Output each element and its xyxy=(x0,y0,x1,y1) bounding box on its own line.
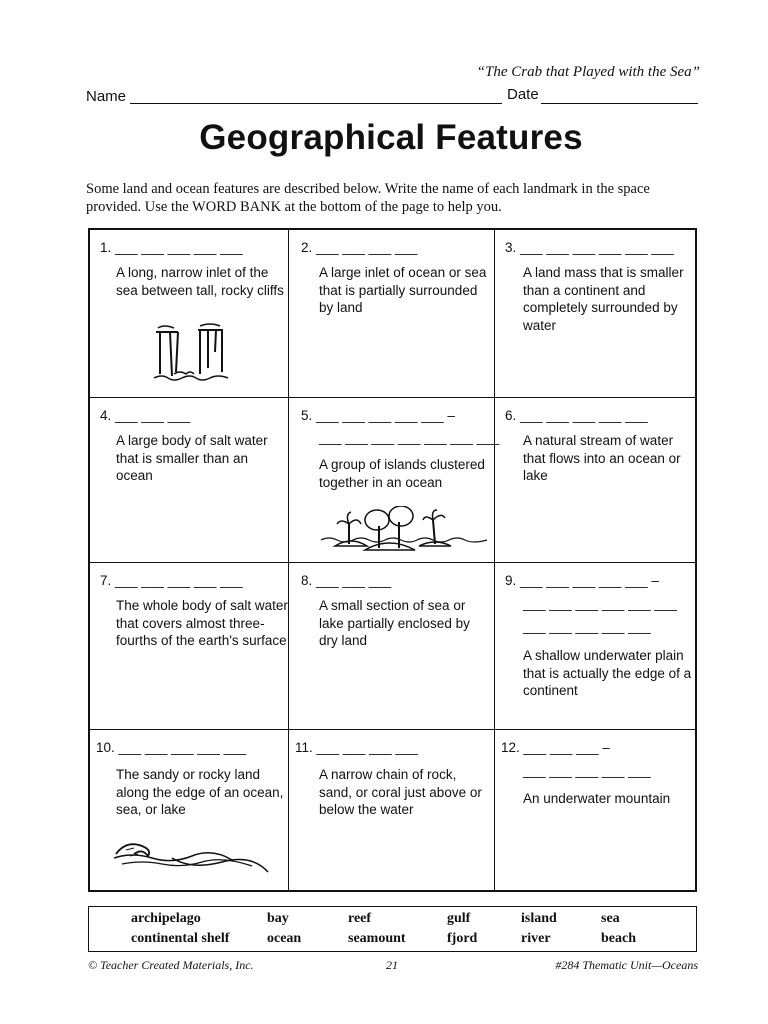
answer-blank-3[interactable]: 3. ___ ___ ___ ___ ___ ___ xyxy=(505,240,674,255)
name-date-row xyxy=(86,88,701,110)
answer-blank-4[interactable]: 4. ___ ___ ___ xyxy=(100,408,191,423)
instructions: Some land and ocean features are described below. Write the name of each landmark in the space provided. Use the WORD BANK at the bottom of the page to help you. xyxy=(86,181,650,215)
word-bank-word: bay xyxy=(267,911,289,926)
cliffs-icon xyxy=(152,322,232,386)
clue-3: A land mass that is smaller than a continent and completely surrounded by water xyxy=(523,265,684,333)
footer-copyright: © Teacher Created Materials, Inc. xyxy=(88,958,254,972)
answer-blank-7[interactable]: 7. ___ ___ ___ ___ ___ xyxy=(100,573,243,588)
word-bank xyxy=(88,906,697,952)
word-bank-word: river xyxy=(521,931,551,946)
question-cell-12 xyxy=(495,730,695,890)
word-bank-word: seamount xyxy=(348,931,406,946)
answer-blank-5[interactable]: 5. ___ ___ ___ ___ ___ – xyxy=(301,408,455,423)
question-cell-10 xyxy=(90,730,288,890)
question-cell-5 xyxy=(289,398,500,562)
beach-icon xyxy=(112,832,272,876)
clue-5: A group of islands clustered together in an ocean xyxy=(319,457,485,490)
question-cell-7 xyxy=(90,563,288,729)
word-bank-word: gulf xyxy=(447,911,471,926)
question-cell-11 xyxy=(289,730,494,890)
clue-2: A large inlet of ocean or sea that is partially surrounded by land xyxy=(319,265,487,315)
footer-unit-title: #284 Thematic Unit—Oceans xyxy=(555,958,698,972)
story-subtitle: “The Crab that Played with the Sea” xyxy=(476,64,700,80)
answer-blank-9-line-3[interactable]: ___ ___ ___ ___ ___ xyxy=(523,619,651,634)
question-cell-1 xyxy=(90,230,288,397)
answer-blank-1[interactable]: 1. ___ ___ ___ ___ ___ xyxy=(100,240,243,255)
word-bank-word: sea xyxy=(601,911,620,926)
question-cell-2 xyxy=(289,230,494,397)
answer-blank-9-line-2[interactable]: ___ ___ ___ ___ ___ ___ xyxy=(523,596,677,611)
question-grid xyxy=(88,228,697,892)
answer-blank-10[interactable]: 10. ___ ___ ___ ___ ___ xyxy=(96,740,247,755)
answer-blank-8[interactable]: 8. ___ ___ ___ xyxy=(301,573,392,588)
word-bank-word: island xyxy=(521,911,557,926)
name-label: Name xyxy=(86,88,127,105)
clue-8: A small section of sea or lake partially enclosed by dry land xyxy=(319,598,470,648)
question-cell-9 xyxy=(495,563,695,729)
date-field[interactable] xyxy=(541,103,698,104)
answer-blank-2[interactable]: 2. ___ ___ ___ ___ xyxy=(301,240,418,255)
islands-icon xyxy=(319,506,489,556)
page-title: Geographical Features xyxy=(199,118,583,157)
answer-blank-11[interactable]: 11. ___ ___ ___ ___ xyxy=(295,740,418,755)
clue-11: A narrow chain of rock, sand, or coral just above or below the water xyxy=(319,767,482,817)
question-cell-4 xyxy=(90,398,288,562)
word-bank-word: beach xyxy=(601,931,636,946)
clue-7: The whole body of salt water that covers almost three-fourths of the earth's surface xyxy=(116,598,288,648)
word-bank-word: archipelago xyxy=(131,911,201,926)
footer-page-number: 21 xyxy=(386,958,398,972)
word-bank-word: fjord xyxy=(447,931,478,946)
word-bank-word: reef xyxy=(348,911,372,926)
answer-blank-12[interactable]: 12. ___ ___ ___ – xyxy=(501,740,610,755)
clue-1: A long, narrow inlet of the sea between tall, rocky cliffs xyxy=(116,265,284,298)
clue-6: A natural stream of water that flows into an ocean or lake xyxy=(523,433,681,483)
answer-blank-12-line-2[interactable]: ___ ___ ___ ___ ___ xyxy=(523,763,651,778)
answer-blank-5-line-2[interactable]: ___ ___ ___ ___ ___ ___ ___ xyxy=(319,430,500,445)
question-cell-8 xyxy=(289,563,494,729)
question-cell-3 xyxy=(495,230,695,397)
clue-4: A large body of salt water that is smaller than an ocean xyxy=(116,433,268,483)
answer-blank-9[interactable]: 9. ___ ___ ___ ___ ___ – xyxy=(505,573,659,588)
answer-blank-6[interactable]: 6. ___ ___ ___ ___ ___ xyxy=(505,408,648,423)
question-cell-6 xyxy=(495,398,695,562)
clue-9: A shallow underwater plain that is actually the edge of a continent xyxy=(523,648,692,698)
word-bank-word: continental shelf xyxy=(131,931,230,946)
clue-10: The sandy or rocky land along the edge of an ocean, sea, or lake xyxy=(116,767,284,817)
clue-12: An underwater mountain xyxy=(523,791,671,806)
name-field[interactable] xyxy=(130,103,502,104)
date-label: Date xyxy=(507,86,539,103)
word-bank-word: ocean xyxy=(267,931,302,946)
